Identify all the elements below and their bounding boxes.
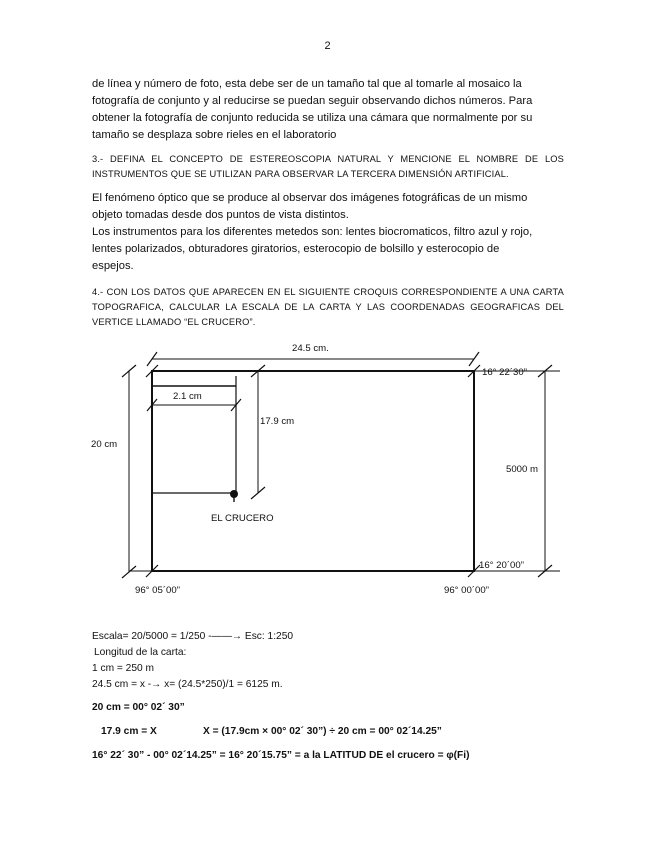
offset-y-label: 17.9 cm	[260, 416, 295, 427]
width-label: 24.5 cm.	[292, 343, 329, 354]
height-label: 20 cm	[91, 439, 118, 450]
page-number: 2	[324, 40, 331, 52]
text-line: obtener la fotografía de conjunto reducida se utiliza una cámara que normalmente por su	[92, 112, 533, 124]
seventeen-cm-formula: X = (17.9cm × 00° 02´ 30”) ÷ 20 cm = 00° 02´14.25”	[203, 726, 442, 737]
text-line: tamaño se desplaza sobre rieles en el laboratorio	[92, 129, 337, 141]
text-line: espejos.	[92, 260, 134, 272]
lon-right-label: 96° 00´00”	[444, 585, 489, 596]
point-label: EL CRUCERO	[211, 513, 274, 524]
twenty-cm-line: 20 cm = 00° 02´ 30”	[92, 702, 185, 713]
equivalence-line: 1 cm = 250 m	[92, 663, 155, 674]
text-line: de línea y número de foto, esta debe ser de un tamaño tal que al tomarle al mosaico la	[92, 78, 522, 90]
text-line: objeto tomadas desde dos puntos de vista distintos.	[92, 209, 349, 221]
latitude-line: 16° 22´ 30” - 00° 02´14.25” = 16° 20´15.75” = a la LATITUD DE el crucero = φ(Fi)	[92, 750, 470, 761]
longitude-title: Longitud de la carta:	[94, 647, 187, 658]
lat-top-label: 16° 22´30”	[482, 367, 527, 378]
question-4: 4.- CON LOS DATOS QUE APARECEN EN EL SIGUIENTE CROQUIS CORRESPONDIENTE A UNA CARTA TOPOGRAFICA, CALCULAR LA ESCALA DE LA CARTA Y LAS COORDENADAS GEOGRAFICAS DEL VERTICE LLAMADO “EL CRUCERO”.	[92, 287, 564, 327]
offset-x-label: 2.1 cm	[173, 391, 202, 402]
lon-left-label: 96° 05´00”	[135, 585, 180, 596]
length-line: 24.5 cm = x -→ x= (24.5*250)/1 = 6125 m.	[92, 679, 283, 690]
text-line: Los instrumentos para los diferentes metedos son: lentes biocromaticos, filtro azul y rojo,	[92, 226, 533, 238]
seventeen-cm-line: 17.9 cm = X	[101, 726, 157, 737]
text-line: El fenómeno óptico que se produce al observar dos imágenes fotográficas de un mismo	[92, 192, 528, 204]
scale-line: Escala= 20/5000 = 1/250 -——→ Esc: 1:250	[92, 631, 294, 642]
text-line: lentes polarizados, obturadores giratorios, esterocopio de bolsillo y esterocopio de	[92, 243, 500, 255]
lat-bottom-label: 16° 20´00”	[479, 560, 524, 571]
distance-label: 5000 m	[506, 464, 538, 475]
text-line: fotografía de conjunto y al reducirse se puedan seguir observando dichos números. Para	[92, 95, 533, 107]
question-3: 3.- DEFINA EL CONCEPTO DE ESTEREOSCOPIA NATURAL Y MENCIONE EL NOMBRE DE LOS INSTRUMENTOS QUE SE UTILIZAN PARA OBSERVAR LA TERCERA DIMENSIÓN ARTIFICIAL.	[92, 154, 564, 179]
